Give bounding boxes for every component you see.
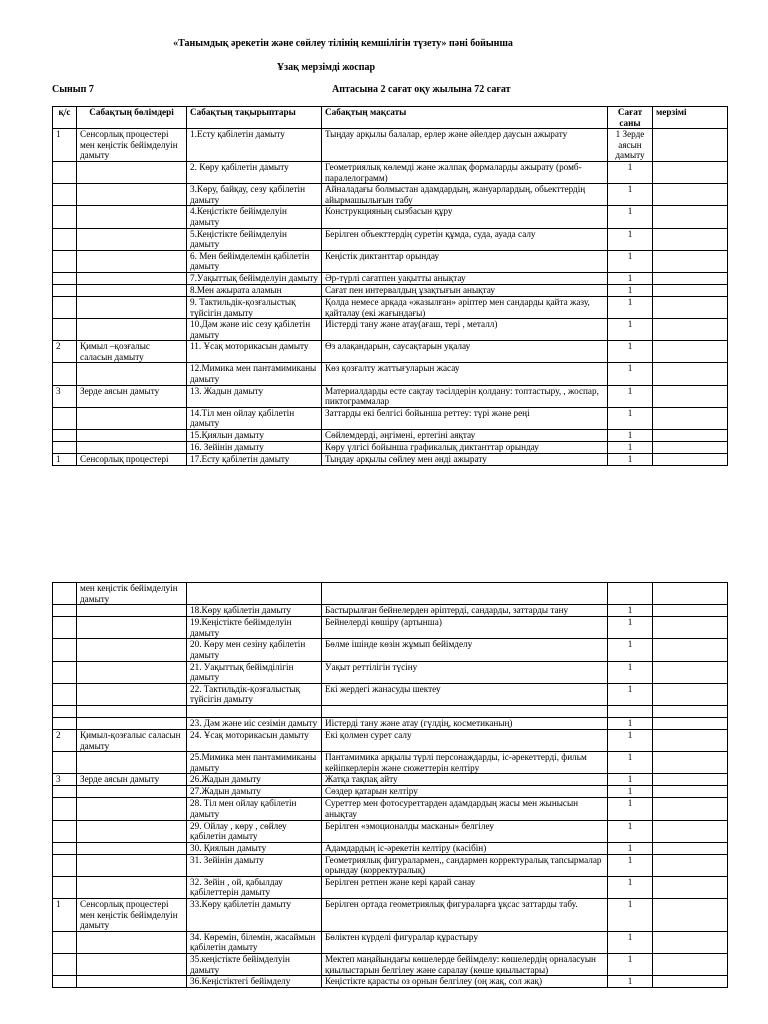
table-row	[53, 774, 728, 786]
table-row	[53, 296, 728, 318]
row-date	[653, 931, 728, 953]
row-topic: 5.Кеңістікте бейімделуін дамыту	[187, 228, 322, 250]
row-topic: 10.Дәм және иіс сезу қабілетін дамыту	[187, 319, 322, 341]
plan-table-page-1	[52, 106, 728, 466]
row-hours: 1	[608, 250, 653, 272]
row-date	[653, 129, 728, 162]
row-goal: Берілген ортада геометриялық фигураларға ұқсас заттарды табу.	[322, 899, 608, 932]
row-topic	[187, 583, 322, 605]
row-hours	[608, 705, 653, 717]
row-date	[653, 184, 728, 206]
row-hours: 1	[608, 184, 653, 206]
row-number	[53, 705, 77, 717]
row-section	[77, 954, 187, 976]
row-hours: 1	[608, 931, 653, 953]
row-date	[653, 206, 728, 228]
row-number	[53, 876, 77, 898]
row-topic: 4.Кеңістікте бейімделуін дамыту	[187, 206, 322, 228]
row-section	[77, 363, 187, 385]
table-row	[53, 605, 728, 617]
row-date	[653, 228, 728, 250]
row-section	[77, 683, 187, 705]
plan-title: Ұзақ мерзімді жоспар	[276, 62, 376, 73]
table-row	[53, 430, 728, 442]
row-number	[53, 786, 77, 798]
row-goal: Көру үлгісі бойынша графикалық диктанттар орындау	[322, 442, 608, 454]
row-hours: 1	[608, 820, 653, 842]
row-number	[53, 717, 77, 729]
row-topic: 25.Мимика мен пантамимиканы дамыту	[187, 752, 322, 774]
row-topic: 26.Жадын дамыту	[187, 774, 322, 786]
col-header-date: мерзімі	[653, 107, 728, 129]
row-hours: 1	[608, 228, 653, 250]
row-goal: Айналадағы болмыстан адамдардың, жануарлардың, обьекттердің айырмашылығын табу	[322, 184, 608, 206]
row-number	[53, 661, 77, 683]
row-number	[53, 798, 77, 820]
row-date	[653, 774, 728, 786]
row-topic: 30. Қиялын дамыту	[187, 842, 322, 854]
table-row	[53, 363, 728, 385]
row-goal: Мектеп маңайындағы көшелерде бейімделу: көшелердің орналасуын қиылыстарын белгілеу және саралау (көше қиылыстары)	[322, 954, 608, 976]
row-section	[77, 605, 187, 617]
table-row	[53, 752, 728, 774]
row-number	[53, 617, 77, 639]
row-section	[77, 272, 187, 284]
row-goal	[322, 705, 608, 717]
table-row	[53, 705, 728, 717]
row-hours: 1	[608, 341, 653, 363]
row-goal: Геометриялық көлемді және жалпақ формаларды ажырату (ромб-паралелограмм)	[322, 161, 608, 183]
row-date	[653, 683, 728, 705]
row-section	[77, 705, 187, 717]
row-section	[77, 820, 187, 842]
table-row	[53, 820, 728, 842]
row-hours: 1	[608, 729, 653, 751]
row-date	[653, 605, 728, 617]
row-section: Зерде аясын дамыту	[77, 385, 187, 407]
row-topic: 20. Көру мен сезіну қабілетін дамыту	[187, 639, 322, 661]
row-date	[653, 899, 728, 932]
row-hours: 1	[608, 161, 653, 183]
row-number	[53, 161, 77, 183]
table-row	[53, 661, 728, 683]
row-hours: 1	[608, 717, 653, 729]
row-section	[77, 976, 187, 988]
row-section	[77, 798, 187, 820]
row-goal: Тыңдау арқылы балалар, ерлер және әйелдер даусын ажырату	[322, 129, 608, 162]
row-hours: 1	[608, 385, 653, 407]
row-topic: 24. Ұсақ моторикасын дамыту	[187, 729, 322, 751]
grade-label: Сынып 7	[52, 84, 94, 95]
row-section: Сенсорлық процестері мен кеңістік бейімделуін дамыту	[77, 129, 187, 162]
col-header-topic: Сабақтың тақырыптары	[187, 107, 322, 129]
table-row	[53, 954, 728, 976]
row-date	[653, 454, 728, 466]
row-hours: 1	[608, 617, 653, 639]
row-section	[77, 442, 187, 454]
row-section	[77, 786, 187, 798]
row-number	[53, 250, 77, 272]
row-topic: 17.Есту қабілетін дамыту	[187, 454, 322, 466]
row-date	[653, 363, 728, 385]
row-hours: 1	[608, 976, 653, 988]
row-topic: 11. Ұсақ моторикасын дамыту	[187, 341, 322, 363]
row-number	[53, 820, 77, 842]
row-topic: 15.Қиялын дамыту	[187, 430, 322, 442]
row-section	[77, 228, 187, 250]
row-goal: Өз алақандарын, саусақтарын уқалау	[322, 341, 608, 363]
row-number	[53, 228, 77, 250]
row-goal: Екі жердегі жанасуды шектеу	[322, 683, 608, 705]
row-hours: 1	[608, 284, 653, 296]
row-goal: Сөйлемдерді, әңгімені, ертегіні аяқтау	[322, 430, 608, 442]
table-row	[53, 583, 728, 605]
row-goal: Жатқа тақпақ айту	[322, 774, 608, 786]
row-section	[77, 617, 187, 639]
row-number: 3	[53, 774, 77, 786]
row-goal: Екі қолмен сурет салу	[322, 729, 608, 751]
row-date	[653, 296, 728, 318]
row-date	[653, 407, 728, 429]
row-date	[653, 284, 728, 296]
table-row	[53, 876, 728, 898]
row-date	[653, 385, 728, 407]
row-hours: 1	[608, 954, 653, 976]
row-goal: Иістерді тану және атау (гүлдің, косметиканың)	[322, 717, 608, 729]
row-goal: Әр-түрлі сағатпен уақытты анықтау	[322, 272, 608, 284]
row-topic: 28. Тіл мен ойлау қабілетін дамыту	[187, 798, 322, 820]
row-topic: 29. Ойлау , көру , сөйлеу қабілетін дамыту	[187, 820, 322, 842]
row-number	[53, 296, 77, 318]
table-row	[53, 129, 728, 162]
row-section	[77, 296, 187, 318]
row-goal: Сағат пен интервалдың ұзақтығын анықтау	[322, 284, 608, 296]
table-row	[53, 683, 728, 705]
row-number	[53, 407, 77, 429]
row-topic: 6. Мен бейімделемін қабілетін дамыту	[187, 250, 322, 272]
row-number	[53, 206, 77, 228]
row-goal: Суреттер мен фотосуреттарден адамдардың жасы мен жынысын анықтау	[322, 798, 608, 820]
row-topic: 19.Кеңістікте бейімделуін дамыту	[187, 617, 322, 639]
row-number	[53, 319, 77, 341]
row-topic: 22. Тактильдік-қозғалыстық түйсігін дамыту	[187, 683, 322, 705]
row-date	[653, 876, 728, 898]
row-number	[53, 683, 77, 705]
row-hours: 1	[608, 752, 653, 774]
table-row	[53, 341, 728, 363]
row-section	[77, 319, 187, 341]
row-topic: 1.Есту қабілетін дамыту	[187, 129, 322, 162]
row-topic: 9. Тактильдік-қозғалыстық түйсігін дамыту	[187, 296, 322, 318]
row-section	[77, 876, 187, 898]
table-row	[53, 250, 728, 272]
row-hours: 1	[608, 876, 653, 898]
row-goal: Бөлме ішінде көзін жұмып бейімделу	[322, 639, 608, 661]
row-section	[77, 206, 187, 228]
row-section	[77, 752, 187, 774]
row-goal: Көз қозғалту жаттығуларын жасау	[322, 363, 608, 385]
row-section	[77, 184, 187, 206]
row-goal: Берілген «эмоционалды масканы» белгілеу	[322, 820, 608, 842]
row-hours: 1	[608, 454, 653, 466]
table-row	[53, 976, 728, 988]
row-goal: Сөздер қатарын келтіру	[322, 786, 608, 798]
table-row	[53, 639, 728, 661]
row-section: Сенсорлық процестері	[77, 454, 187, 466]
row-section	[77, 717, 187, 729]
row-goal: Заттарды екі белгісі бойынша реттеу: түрі және реңі	[322, 407, 608, 429]
row-goal: Пантамимика арқылы түрлі персонаждарды, іс-әрекеттерді, фильм кейіпкерлерін және сюжеттерін келтіру	[322, 752, 608, 774]
row-section	[77, 639, 187, 661]
row-number	[53, 931, 77, 953]
row-goal: Қолда немесе арқада «жазылған» әріптер мен сандарды қайта жазу, қайталау (екі жағындағы)	[322, 296, 608, 318]
table-row	[53, 319, 728, 341]
row-hours: 1	[608, 407, 653, 429]
row-topic: 13. Жадын дамыту	[187, 385, 322, 407]
row-section	[77, 661, 187, 683]
row-date	[653, 442, 728, 454]
row-goal: Конструкцияның сызбасын құру	[322, 206, 608, 228]
row-date	[653, 319, 728, 341]
row-goal: Материалдарды есте сақтау тәсілдерін қолдану: топтастыру, , жоспар, пиктограммалар	[322, 385, 608, 407]
row-hours: 1	[608, 854, 653, 876]
row-section	[77, 250, 187, 272]
row-number	[53, 184, 77, 206]
col-header-goal: Сабақтың мақсаты	[322, 107, 608, 129]
table-row	[53, 184, 728, 206]
row-number	[53, 639, 77, 661]
row-number: 1	[53, 129, 77, 162]
row-hours: 1	[608, 430, 653, 442]
row-section	[77, 161, 187, 183]
row-hours: 1	[608, 798, 653, 820]
row-topic: 2. Көру қабілетін дамыту	[187, 161, 322, 183]
row-topic: 12.Мимика мен пантамимиканы дамыту	[187, 363, 322, 385]
row-hours: 1	[608, 774, 653, 786]
row-hours: 1 Зерде аясын дамыту	[608, 129, 653, 162]
table-row	[53, 161, 728, 183]
row-date	[653, 842, 728, 854]
row-date	[653, 661, 728, 683]
row-number: 2	[53, 341, 77, 363]
table-row	[53, 442, 728, 454]
row-date	[653, 430, 728, 442]
row-hours: 1	[608, 296, 653, 318]
row-number	[53, 605, 77, 617]
table-row	[53, 931, 728, 953]
row-number: 2	[53, 729, 77, 751]
table-row	[53, 228, 728, 250]
row-hours: 1	[608, 605, 653, 617]
row-hours: 1	[608, 272, 653, 284]
row-date	[653, 705, 728, 717]
row-hours: 1	[608, 363, 653, 385]
row-number: 1	[53, 454, 77, 466]
row-topic: 3.Көру, байқау, сезу қабілетін дамыту	[187, 184, 322, 206]
row-topic: 27.Жадын дамыту	[187, 786, 322, 798]
row-topic: 18.Көру қабілетін дамыту	[187, 605, 322, 617]
row-goal: Берілген объекттердің суретін құмда, суда, ауада салу	[322, 228, 608, 250]
row-date	[653, 250, 728, 272]
row-number	[53, 442, 77, 454]
row-date	[653, 617, 728, 639]
row-section	[77, 430, 187, 442]
row-topic: 32. Зейін , ой, қабылдау қабілеттерін дамыту	[187, 876, 322, 898]
row-section	[77, 854, 187, 876]
row-topic	[187, 705, 322, 717]
row-goal: Адамдардың іс-әрекетін келтіру (кәсібін)	[322, 842, 608, 854]
table-row	[53, 272, 728, 284]
row-goal: Кеңістік диктанттар орындау	[322, 250, 608, 272]
table-row	[53, 842, 728, 854]
row-topic: 16. Зейінін дамыту	[187, 442, 322, 454]
row-topic: 35.кеңістікте бейімделуін дамыту	[187, 954, 322, 976]
row-hours: 1	[608, 319, 653, 341]
row-hours: 1	[608, 206, 653, 228]
table-row	[53, 206, 728, 228]
row-section: мен кеңістік бейімделуін дамыту	[77, 583, 187, 605]
row-topic: 33.Көру қабілетін дамыту	[187, 899, 322, 932]
table-row	[53, 899, 728, 932]
row-goal: Бөліктен күрделі фигуралар құрастыру	[322, 931, 608, 953]
row-number: 3	[53, 385, 77, 407]
row-number	[53, 854, 77, 876]
row-date	[653, 717, 728, 729]
row-date	[653, 161, 728, 183]
col-header-hours: Сағат саны	[608, 107, 653, 129]
row-hours: 1	[608, 842, 653, 854]
row-section: Зерде аясын дамыту	[77, 774, 187, 786]
row-topic: 23. Дәм және иіс сезімін дамыту	[187, 717, 322, 729]
table-row	[53, 786, 728, 798]
row-goal: Уақыт реттілігін түсіну	[322, 661, 608, 683]
row-date	[653, 341, 728, 363]
table-row	[53, 798, 728, 820]
row-section	[77, 842, 187, 854]
plan-table-page-2	[52, 582, 728, 988]
row-goal: Тыңдау арқылы сөйлеу мен әнді ажырату	[322, 454, 608, 466]
row-goal: Кеңістікте қарасты оз орнын белгілеу (оң жақ, сол жақ)	[322, 976, 608, 988]
row-number	[53, 272, 77, 284]
row-hours: 1	[608, 683, 653, 705]
row-section: Қимыл-қозғалыс саласын дамыту	[77, 729, 187, 751]
row-date	[653, 954, 728, 976]
row-date	[653, 854, 728, 876]
row-topic: 7.Уақыттық бейімделуін дамыту	[187, 272, 322, 284]
row-number	[53, 430, 77, 442]
row-number	[53, 954, 77, 976]
table-row	[53, 729, 728, 751]
table-row	[53, 454, 728, 466]
row-number	[53, 583, 77, 605]
row-hours: 1	[608, 442, 653, 454]
row-date	[653, 272, 728, 284]
row-topic: 21. Уақыттық бейімділігін дамыту	[187, 661, 322, 683]
row-goal: Берілген ретпен және кері қарай санау	[322, 876, 608, 898]
row-section: Қимыл –қозғалыс саласын дамыту	[77, 341, 187, 363]
row-topic: 34. Көремін, білемін, жасаймын қабілетін дамыту	[187, 931, 322, 953]
row-number	[53, 284, 77, 296]
row-date	[653, 798, 728, 820]
col-header-number: қ/с	[53, 107, 77, 129]
row-date	[653, 786, 728, 798]
subject-title: «Танымдық әрекетін және сөйлеу тілінің кемшілігін түзету» пәні бойынша	[173, 38, 513, 49]
table-header-row	[53, 107, 728, 129]
row-section: Сенсорлық процестері мен кеңістік бейімделуін дамыту	[77, 899, 187, 932]
row-hours: 1	[608, 639, 653, 661]
row-number	[53, 842, 77, 854]
row-date	[653, 976, 728, 988]
table-row	[53, 284, 728, 296]
table-row	[53, 407, 728, 429]
row-topic: 31. Зейінін дамыту	[187, 854, 322, 876]
row-section	[77, 407, 187, 429]
hours-label: Аптасына 2 сағат оқу жылына 72 сағат	[332, 84, 511, 95]
col-header-section: Сабақтың бөлімдері	[77, 107, 187, 129]
table-row	[53, 717, 728, 729]
row-goal	[322, 583, 608, 605]
row-date	[653, 729, 728, 751]
row-section	[77, 931, 187, 953]
table-row	[53, 617, 728, 639]
row-goal: Иістерді тану және атау(ағаш, тері , металл)	[322, 319, 608, 341]
row-date	[653, 752, 728, 774]
row-number: 1	[53, 899, 77, 932]
row-date	[653, 820, 728, 842]
row-section	[77, 284, 187, 296]
row-topic: 36.Кеңістіктегі бейімделу	[187, 976, 322, 988]
table-row	[53, 385, 728, 407]
row-hours: 1	[608, 661, 653, 683]
row-topic: 14.Тіл мен ойлау қабілетін дамыту	[187, 407, 322, 429]
row-goal: Геометриялық фигуралармен,, сандармен корректуралық тапсырмалар орындау (корректуралық)	[322, 854, 608, 876]
row-date	[653, 583, 728, 605]
row-number	[53, 976, 77, 988]
row-goal: Бейнелерді көшіру (артынша)	[322, 617, 608, 639]
row-number	[53, 363, 77, 385]
row-topic: 8.Мен ажырата аламын	[187, 284, 322, 296]
row-hours: 1	[608, 899, 653, 932]
row-hours: 1	[608, 786, 653, 798]
row-goal: Бастырылған бейнелерден әріптерді, сандарды, заттарды тану	[322, 605, 608, 617]
row-hours	[608, 583, 653, 605]
row-date	[653, 639, 728, 661]
table-row	[53, 854, 728, 876]
row-number	[53, 752, 77, 774]
